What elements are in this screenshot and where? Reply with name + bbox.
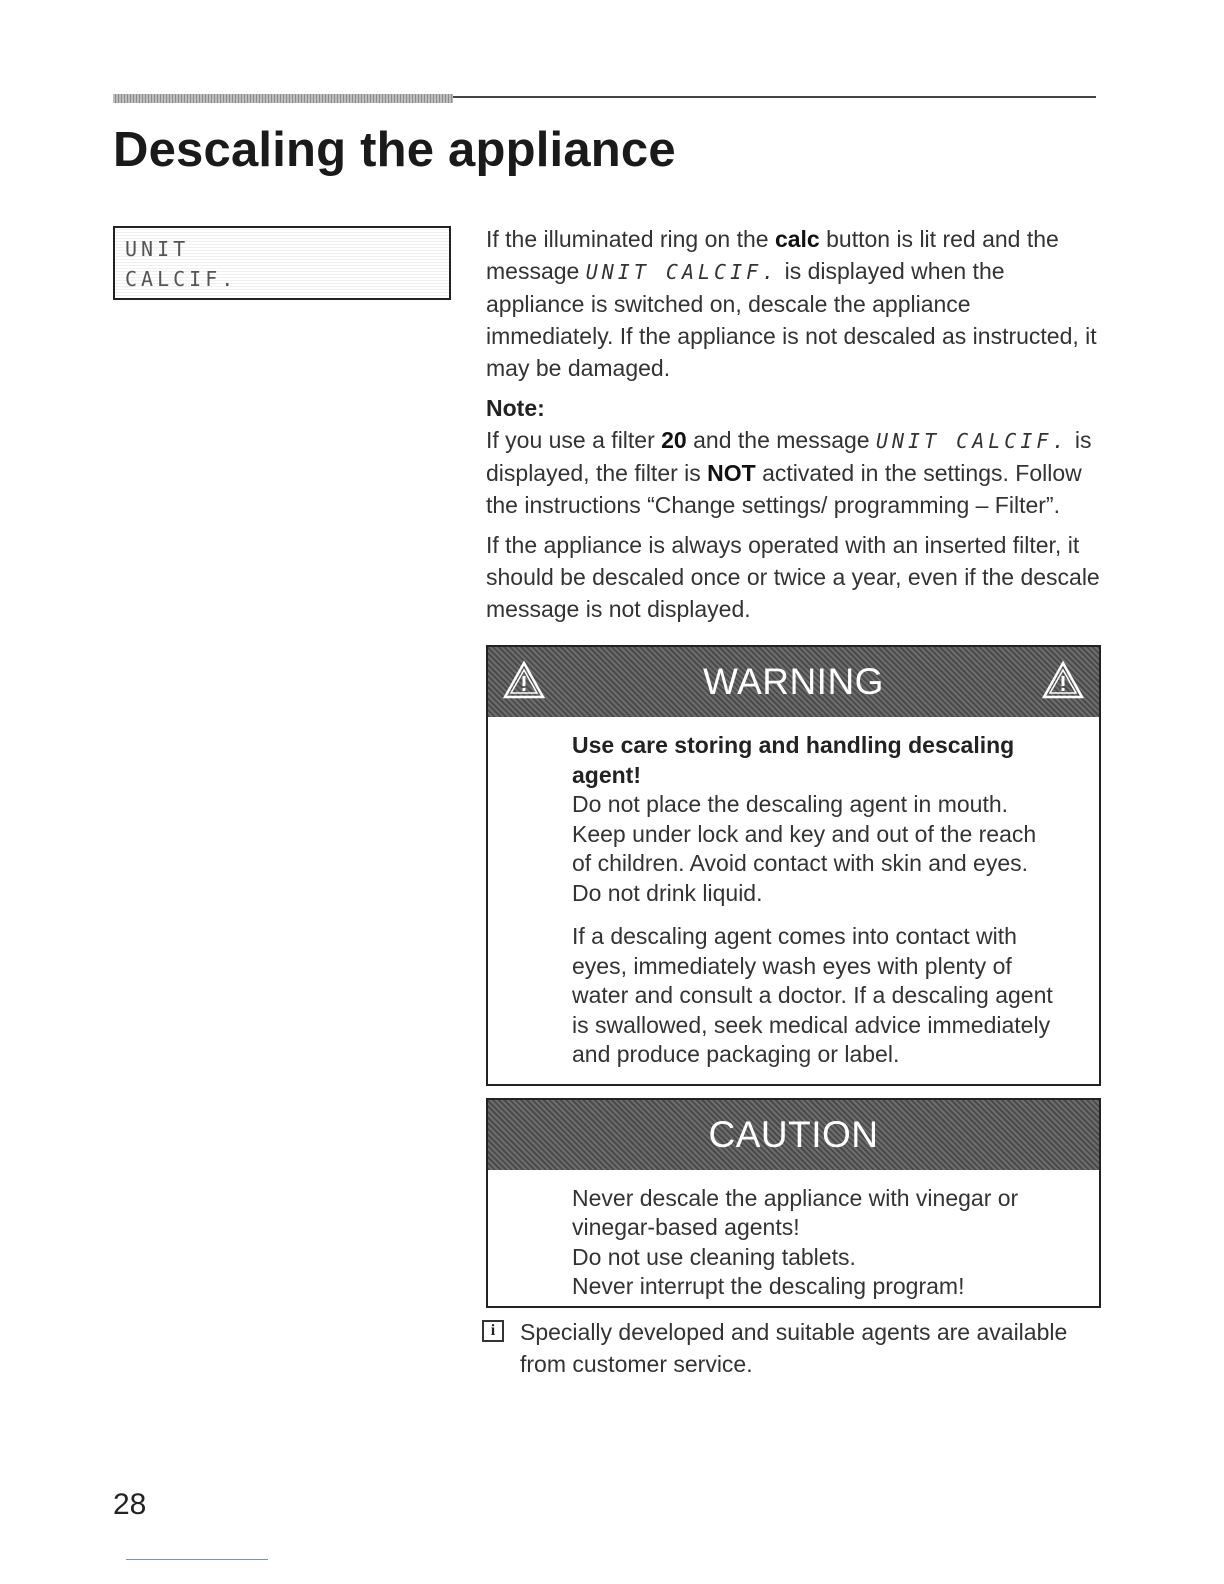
note-text-2: and the message	[686, 427, 876, 453]
note-text-4: activated in the settings. Follow the instructions “Change settings/ programming – Filter”.	[486, 460, 1082, 518]
intro-text-3: is displayed when the appliance is switched on, descale the appliance immediately. If the appliance is not descaled as instructed, it may be damaged.	[486, 258, 1097, 381]
note-text-3: is displayed, the filter is	[486, 427, 1092, 486]
intro-paragraph	[486, 223, 1101, 384]
warning-triangle-icon	[1041, 660, 1085, 700]
calc-button-label: calc	[774, 226, 820, 252]
warning-box	[486, 645, 1101, 1086]
lcd-line-1: UNIT	[125, 237, 190, 261]
caution-title: CAUTION	[708, 1113, 879, 1155]
caution-box	[486, 1098, 1101, 1308]
warning-triangle-icon	[502, 660, 546, 700]
intro-text-1: If the illuminated ring on the	[486, 226, 775, 252]
warning-body	[488, 717, 1099, 1084]
page-number: 28	[113, 1488, 147, 1521]
warning-para-1: Do not place the descaling agent in mouth. Keep under lock and key and out of the reach of children. Avoid contact with skin and eyes. Do not drink liquid.	[572, 791, 1037, 906]
caution-line-2: Do not use cleaning tablets.	[572, 1243, 856, 1270]
warning-heading: Use care storing and handling descaling agent!	[572, 732, 1015, 788]
info-icon: i	[482, 1320, 504, 1342]
note-text-1: If you use a filter	[486, 427, 662, 453]
note-heading: Note:	[486, 395, 545, 421]
warning-header	[488, 647, 1099, 717]
caution-line-3: Never interrupt the descaling program!	[572, 1273, 965, 1299]
not-emphasis: NOT	[707, 460, 756, 486]
info-note	[486, 1316, 1101, 1380]
warning-title: WARNING	[703, 661, 884, 702]
header-rule	[453, 96, 1096, 98]
intro-text-2: button is lit red and the message	[486, 226, 1059, 284]
display-message-inline: UNIT CALCIF.	[585, 260, 779, 284]
display-message-inline: UNIT CALCIF.	[875, 429, 1069, 453]
warning-text-block	[572, 731, 1059, 908]
note-paragraph	[486, 392, 1101, 521]
caution-line-1: Never descale the appliance with vinegar or vinegar-based agents!	[572, 1184, 1019, 1240]
warning-para-2: If a descaling agent comes into contact with eyes, immediately wash eyes with plenty of water and consult a doctor. If a descaling agent is swallowed, seek medical advice immediately and produce packaging or label.	[572, 923, 1053, 1067]
caution-header	[488, 1100, 1099, 1170]
footer-rule	[126, 1559, 268, 1560]
info-text: Specially developed and suitable agents are available from customer service.	[520, 1318, 1068, 1377]
header-bar	[113, 94, 453, 103]
filter-number: 20	[661, 427, 687, 453]
caution-body	[488, 1170, 1099, 1306]
lcd-line-2: CALCIF.	[125, 267, 238, 291]
filter-paragraph: If the appliance is always operated with an inserted filter, it should be descaled once or twice a year, even if the descale message is not displayed.	[486, 532, 1100, 622]
lcd-display-illustration	[113, 226, 451, 300]
main-content	[486, 223, 1101, 1380]
page-title: Descaling the appliance	[113, 123, 676, 177]
